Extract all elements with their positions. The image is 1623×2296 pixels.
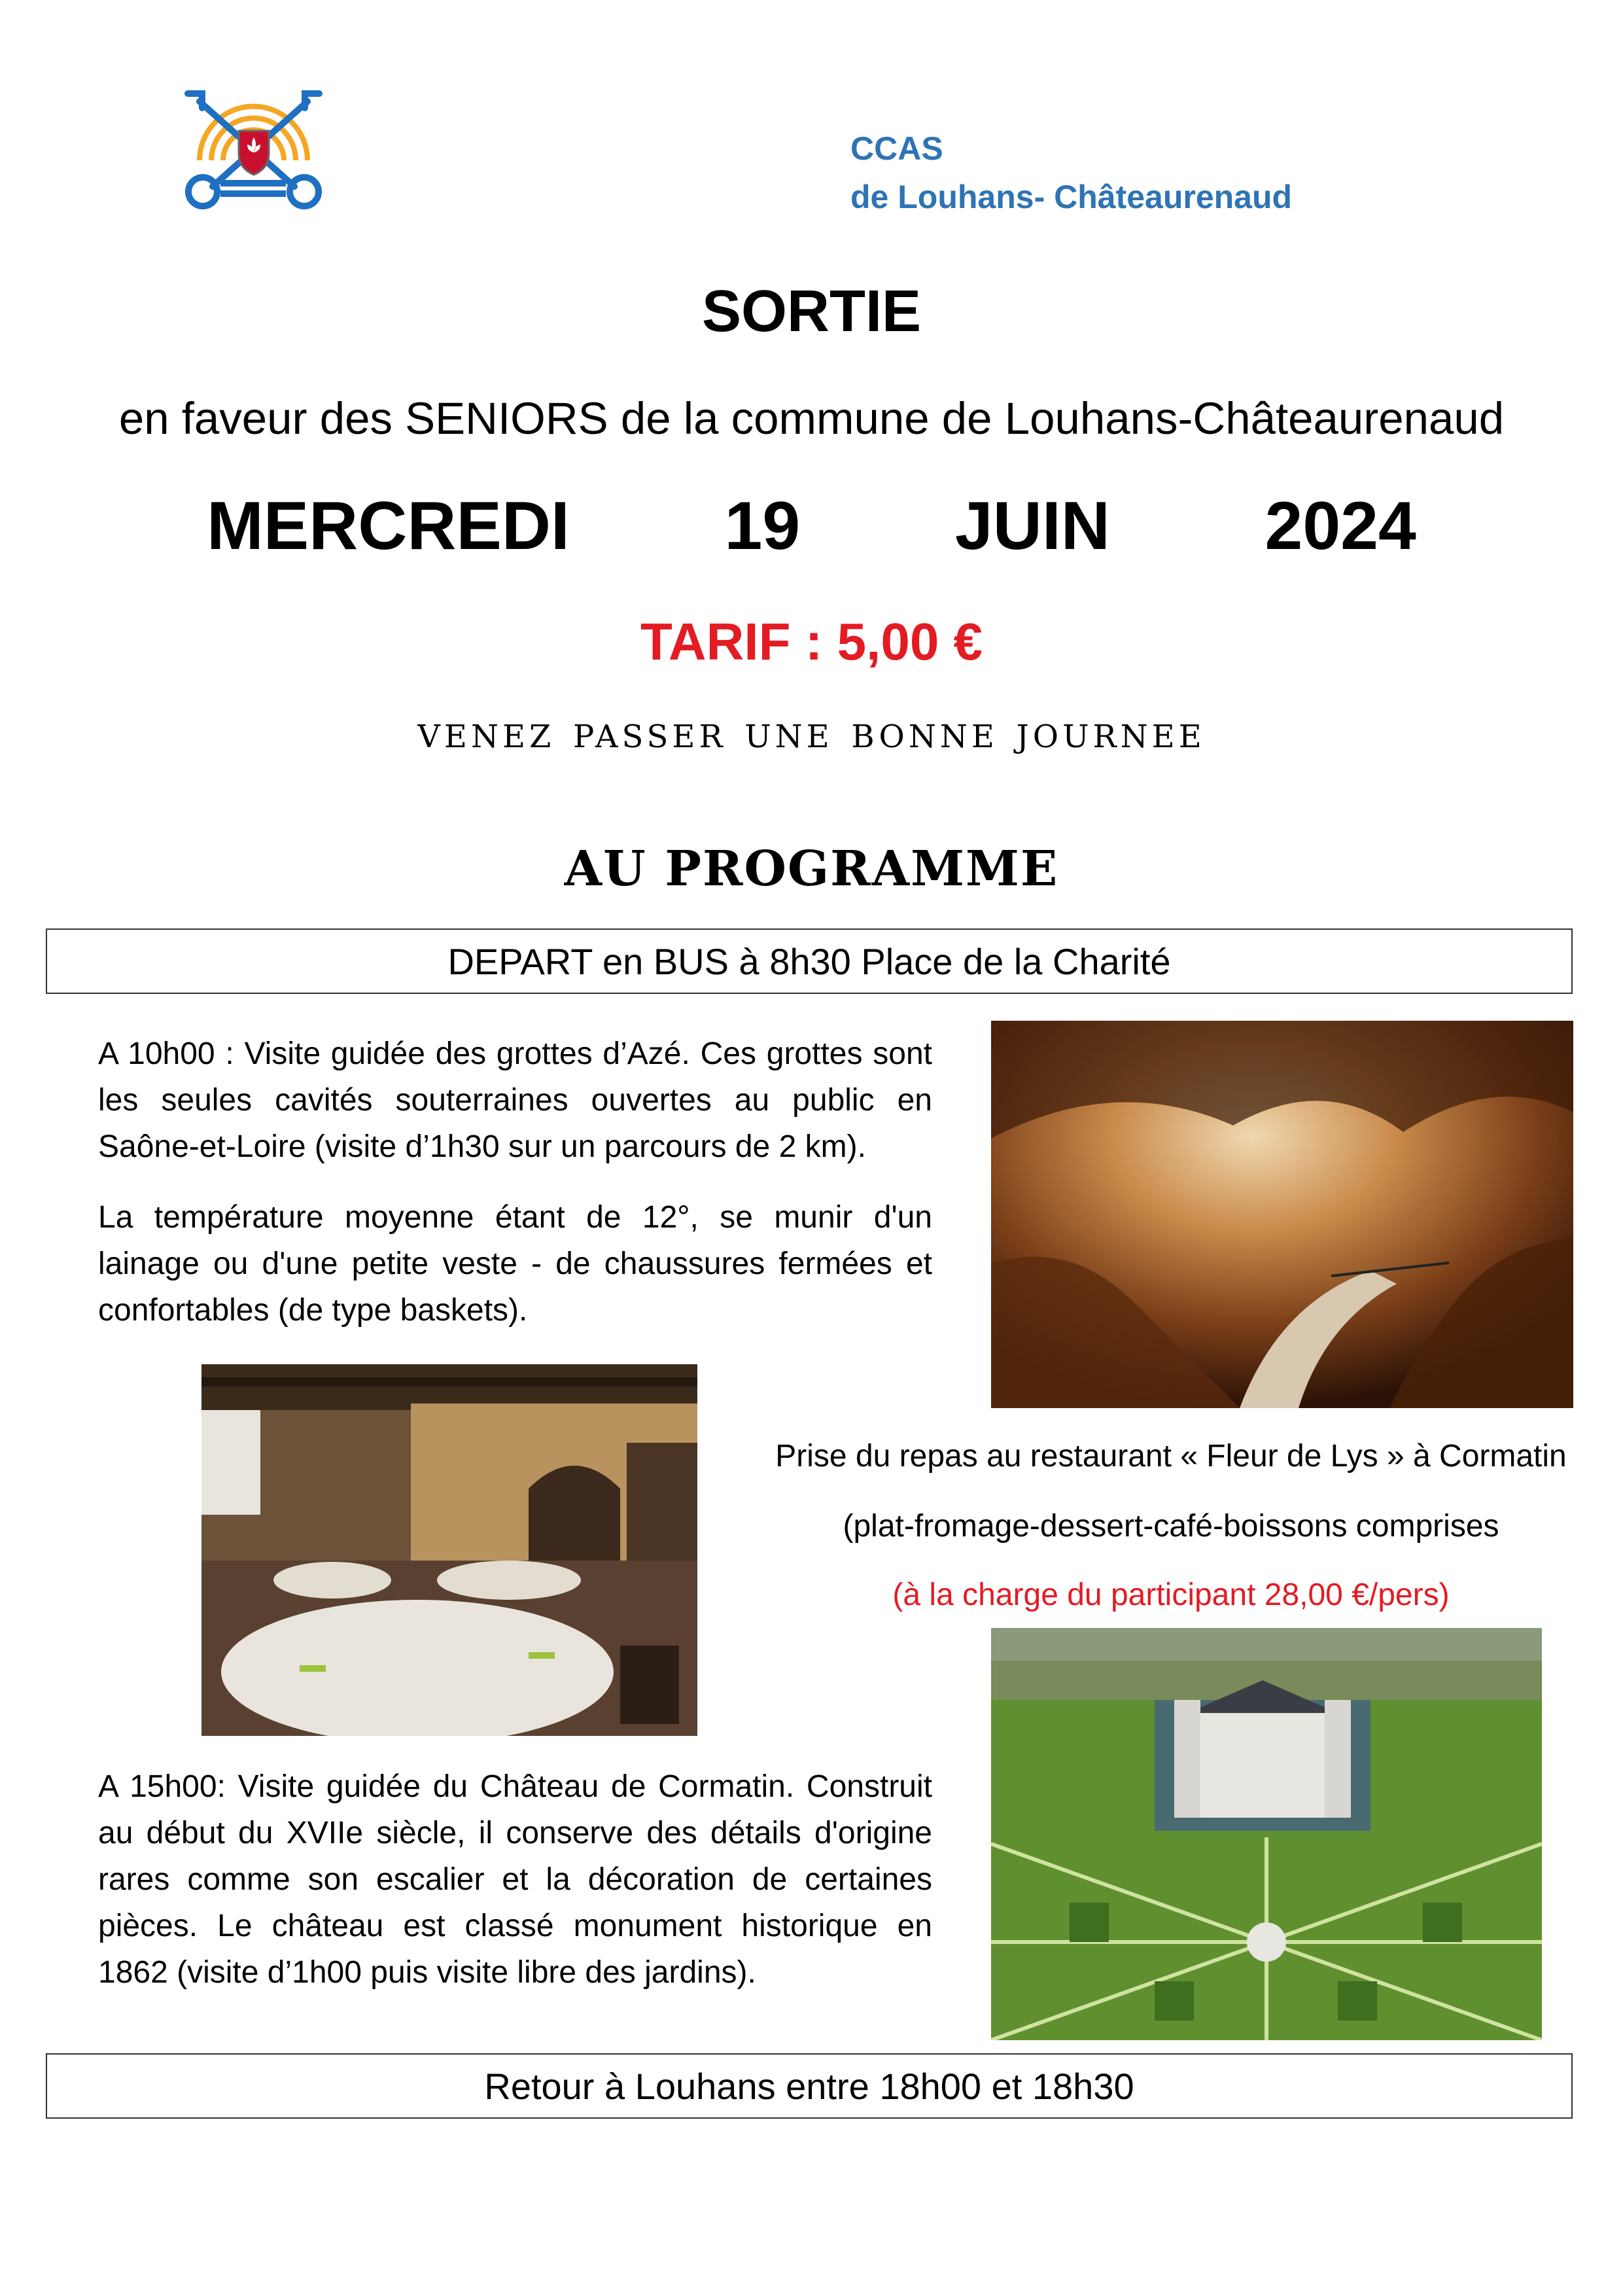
org-line-1: CCAS xyxy=(850,130,943,167)
caves-advice-paragraph: La température moyenne étant de 12°, se munir d'un lainage ou d'une petite veste - de chaussures fermées et confortables (de type baskets). xyxy=(98,1200,932,1328)
return-text: Retour à Louhans entre 18h00 et 18h30 xyxy=(484,2065,1134,2107)
restaurant-photo xyxy=(201,1364,697,1736)
slogan: venez passer une bonne journee xyxy=(417,707,1206,758)
price: TARIF : 5,00 € xyxy=(640,612,983,671)
return-box xyxy=(46,2053,1573,2119)
subtitle: en faveur des SENIORS de la commune de Louhans-Châteaurenaud xyxy=(118,393,1505,444)
ccas-logo xyxy=(173,82,334,213)
event-date: MERCREDI 19 JUIN 2024 xyxy=(207,488,1416,564)
programme-heading: AU PROGRAMME xyxy=(564,841,1059,897)
caves-visit-paragraph: A 10h00 : Visite guidée des grottes d’Azé. Ces grottes sont les seules cavités souterraines ouvertes au public en Saône-et-Loire (visite d’1h30 sur un parcours de 2 km). xyxy=(98,1036,932,1164)
org-line-2: de Louhans- Châteaurenaud xyxy=(850,179,1293,215)
departure-text: DEPART en BUS à 8h30 Place de la Charité xyxy=(447,940,1171,982)
meal-line-1: Prise du repas au restaurant « Fleur de Lys » à Cormatin xyxy=(775,1439,1567,1474)
chateau-photo xyxy=(991,1628,1542,2040)
meal-line-2: (plat-fromage-dessert-café-boissons comprises xyxy=(843,1509,1499,1544)
cave-photo xyxy=(991,1021,1573,1408)
chateau-visit-paragraph: A 15h00: Visite guidée du Château de Cormatin. Construit au début du XVIIe siècle, il conserve des détails d'origine rares comme son escalier et la décoration de certaines pièces. Le château est classé monument historique en 1862 (visite d’1h00 puis visite libre des jardins). xyxy=(98,1769,932,1990)
meal-price-line: (à la charge du participant 28,00 €/pers) xyxy=(892,1578,1450,1612)
departure-box xyxy=(46,928,1573,994)
page-title: SORTIE xyxy=(701,279,922,344)
organisation-name xyxy=(850,124,1292,221)
